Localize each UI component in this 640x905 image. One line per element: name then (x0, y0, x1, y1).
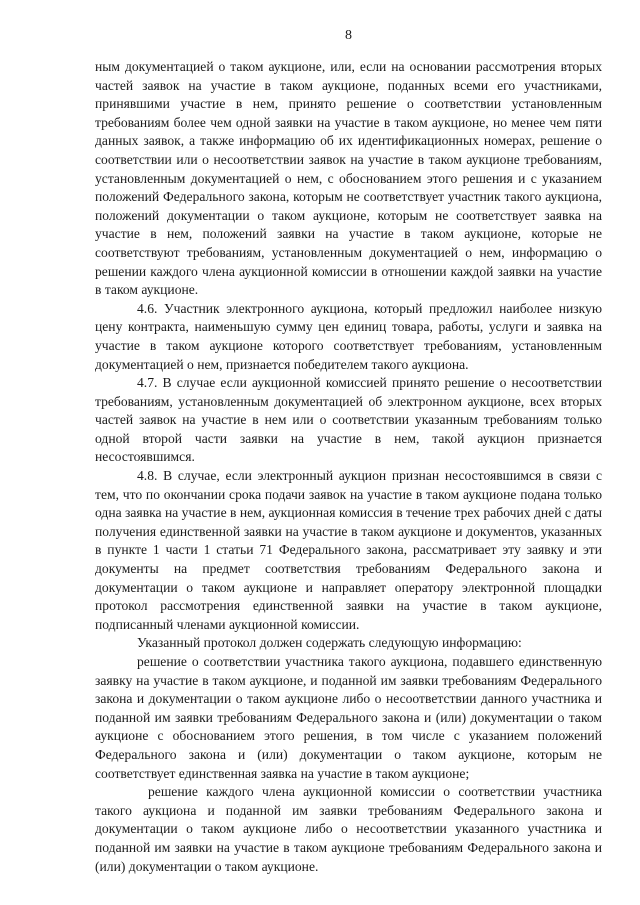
paragraph-protocol-intro: Указанный протокол должен содержать следующую информацию: (137, 635, 522, 651)
paragraph-4-7: 4.7. В случае если аукционной комиссией принято решение о несоответствии требованиям, установленным документацией об электронном аукционе, всех вторых частей заявок на участие в нем или о соответствии указанным требованиям только одной второй части заявки на участие в нем, такой аукцион признается несостоявшимся. (95, 375, 602, 465)
paragraph-protocol-item-1: решение о соответствии участника такого аукциона, подавшего единственную заявку на участие в таком аукционе, и поданной им заявки требованиям Федерального закона и документации о таком аукционе либо о несоответствии данного участника и поданной им заявки требованиям Федерального закона и (или) документации о таком аукционе с обоснованием этого решения, в том числе с указанием положений Федерального закона и (или) документации о таком аукционе, которым не соответствует единственная заявка на участие в таком аукционе; (95, 654, 602, 781)
paragraph-protocol-item-2: решение каждого члена аукционной комиссии о соответствии участника такого аукциона и поданной им заявки требованиям Федерального закона и документации о таком аукционе либо о несоответствии указанного участника и поданной им заявки на участие в таком аукционе требованиям Федерального закона и (или) документации о таком аукционе. (95, 784, 602, 874)
page-number: 8 (345, 28, 352, 43)
paragraph-4-8: 4.8. В случае, если электронный аукцион признан несостоявшимся в связи с тем, что по окончании срока подачи заявок на участие в таком аукционе подана только одна заявка на участие в нем, аукционная комиссия в течение трех рабочих дней с даты получения единственной заявки на участие в таком аукционе и документов, указанных в пункте 1 части 1 статьи 71 Федерального закона, рассматривает эту заявку и эти документы на предмет соответствия требованиям Федерального закона и документации о таком аукционе и направляет оператору электронной площадки протокол рассмотрения единственной заявки на участие в таком аукционе, подписанный членами аукционной комиссии. (95, 468, 602, 632)
paragraph-4-6: 4.6. Участник электронного аукциона, который предложил наиболее низкую цену контракта, наименьшую сумму цен единиц товара, работы, услуги и заявка на участие в таком аукционе которого соответствует требованиям, установленным документацией о нем, признается победителем такого аукциона. (95, 300, 602, 372)
paragraph-continuation: ным документацией о таком аукционе, или, если на основании рассмотрения вторых частей заявок на участие в таком аукционе, поданных всеми его участниками, принявшими участие в нем, принято решение о соответствии установленным требованиям более чем одной заявки на участие в таком аукционе, но менее чем пяти данных заявок, а также информацию об их идентификационных номерах, решение о соответствии или о несоответствии заявок на участие в таком аукционе требованиям, установленным документацией о нем, с обоснованием этого решения и с указанием положений Федерального закона, которым не соответствует участник такого аукциона, положений документации о таком аукционе, которым не соответствует заявка на участие в нем, положений заявки на участие в таком аукционе, которые не соответствуют требованиям, установленным документацией о нем, информацию о решении каждого члена аукционной комиссии в отношении каждой заявки на участие в таком аукционе. (95, 59, 602, 298)
body-text (95, 58, 602, 876)
